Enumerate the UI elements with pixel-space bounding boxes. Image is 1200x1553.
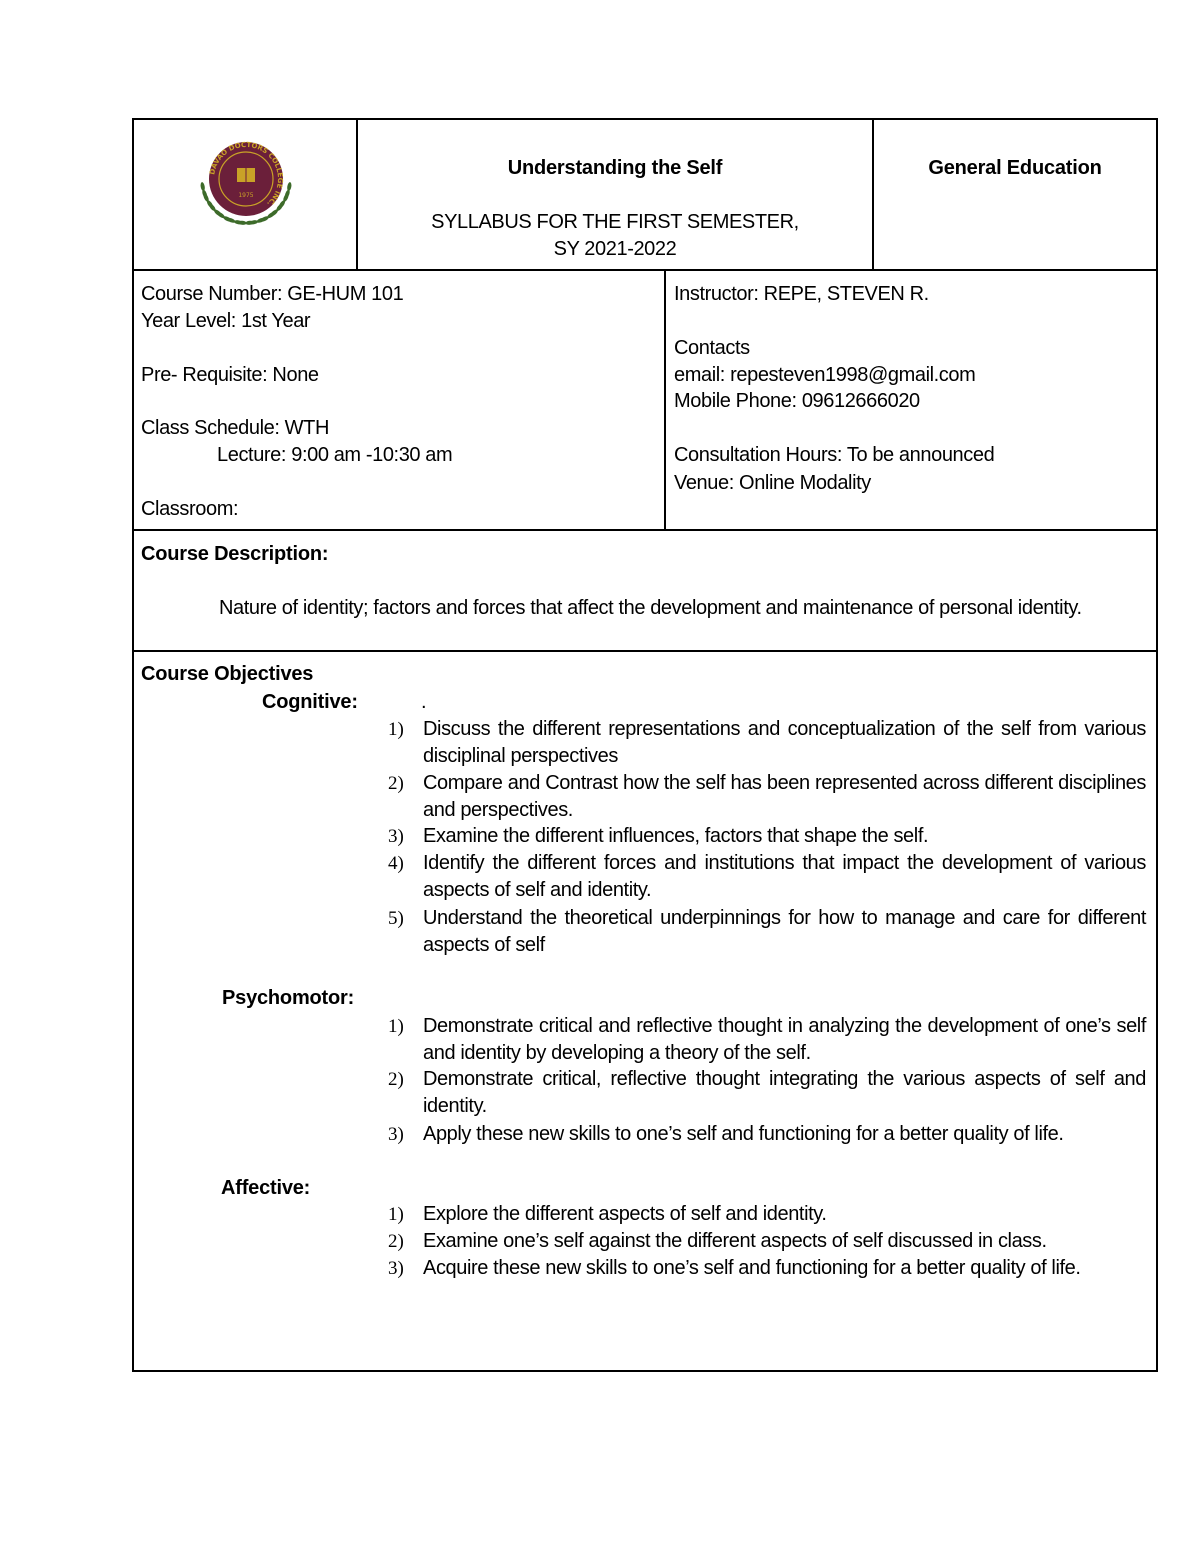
cognitive-num-3: 3) — [388, 826, 404, 847]
email: email: repesteven1998@gmail.com — [674, 364, 976, 386]
cognitive-num-5: 5) — [388, 908, 404, 929]
cognitive-marker: . — [421, 691, 427, 713]
psychomotor-objective-3: Apply these new skills to one’s self and functioning for a better quality of life. — [423, 1123, 1064, 1145]
affective-num-2: 2) — [388, 1231, 404, 1252]
seal-year: 1975 — [238, 192, 254, 199]
psychomotor-label: Psychomotor: — [222, 987, 355, 1009]
affective-num-3: 3) — [388, 1258, 404, 1279]
psychomotor-objective-1: Demonstrate critical and reflective thought in analyzing the development of one’s self and identity by developing a theory of the self. — [423, 1015, 1146, 1064]
psychomotor-num-3: 3) — [388, 1124, 404, 1145]
prerequisite: Pre- Requisite: None — [141, 364, 319, 386]
mobile-phone: Mobile Phone: 09612666020 — [674, 390, 920, 412]
lecture-time: Lecture: 9:00 am -10:30 am — [217, 444, 453, 466]
affective-objective-1: Explore the different aspects of self and identity. — [423, 1203, 827, 1225]
cognitive-label: Cognitive: — [262, 691, 358, 713]
info-divider — [664, 269, 666, 531]
venue: Venue: Online Modality — [674, 472, 871, 494]
instructor: Instructor: REPE, STEVEN R. — [674, 283, 929, 305]
class-schedule: Class Schedule: WTH — [141, 417, 330, 439]
cognitive-num-4: 4) — [388, 853, 404, 874]
affective-objective-3: Acquire these new skills to one’s self and functioning for a better quality of life. — [423, 1257, 1081, 1279]
cognitive-objective-5: Understand the theoretical underpinnings for how to manage and care for different aspects of self — [423, 907, 1146, 956]
affective-num-1: 1) — [388, 1204, 404, 1225]
cognitive-num-1: 1) — [388, 719, 404, 740]
classroom: Classroom: — [141, 498, 239, 520]
row-divider-header — [132, 269, 1158, 271]
cognitive-objective-3: Examine the different influences, factors that shape the self. — [423, 825, 929, 847]
header-divider-2 — [872, 118, 874, 271]
contacts-label: Contacts — [674, 337, 750, 359]
syllabus-line-1: SYLLABUS FOR THE FIRST SEMESTER, — [431, 211, 799, 233]
year-level: Year Level: 1st Year — [141, 310, 311, 332]
objectives-heading: Course Objectives — [141, 663, 314, 685]
psychomotor-num-2: 2) — [388, 1069, 404, 1090]
cognitive-num-2: 2) — [388, 773, 404, 794]
row-divider-description — [132, 650, 1158, 652]
consultation-hours: Consultation Hours: To be announced — [674, 444, 995, 466]
syllabus-line-2: SY 2021-2022 — [553, 238, 677, 260]
row-divider-info — [132, 529, 1158, 531]
cognitive-objective-1: Discuss the different representations and conceptualization of the self from various disciplinal perspectives — [423, 718, 1146, 767]
seal-ring-text: DAVAO DOCTORS COLLEGE INC. — [208, 140, 285, 208]
college-seal-logo — [193, 134, 299, 232]
affective-objective-2: Examine one’s self against the different aspects of self discussed in class. — [423, 1230, 1047, 1252]
course-category: General Education — [928, 157, 1102, 179]
cognitive-objective-2: Compare and Contrast how the self has been represented across different disciplines and perspectives. — [423, 772, 1146, 821]
psychomotor-num-1: 1) — [388, 1016, 404, 1037]
course-number: Course Number: GE-HUM 101 — [141, 283, 404, 305]
description-heading: Course Description: — [141, 543, 329, 565]
course-title: Understanding the Self — [507, 157, 723, 179]
affective-label: Affective: — [221, 1177, 311, 1199]
description-text: Nature of identity; factors and forces that affect the development and maintenance of personal identity. — [219, 597, 1082, 619]
psychomotor-objective-2: Demonstrate critical, reflective thought integrating the various aspects of self and identity. — [423, 1068, 1146, 1117]
cognitive-objective-4: Identify the different forces and institutions that impact the development of various aspects of self and identity. — [423, 852, 1146, 901]
